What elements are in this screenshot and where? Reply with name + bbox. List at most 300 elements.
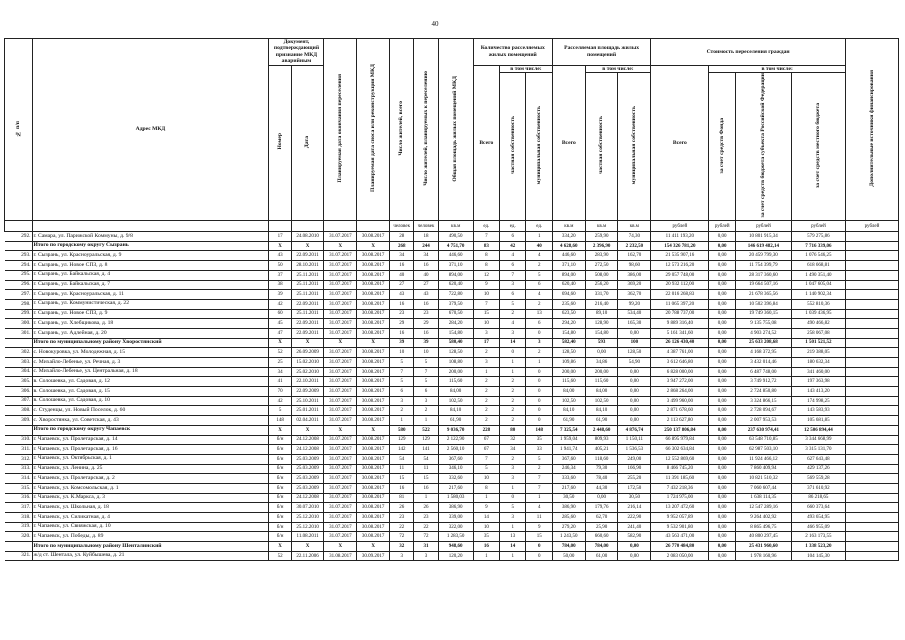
row-cell: 32 [500, 435, 526, 445]
row-cell: 28.10.2011 [291, 261, 324, 271]
row-cell: 3 344 668,99 [791, 435, 845, 445]
row-cell: 256,20 [585, 280, 618, 290]
row-cell: 129 [414, 435, 438, 445]
row-cell: 115,60 [438, 377, 473, 387]
relocation-table [4, 38, 899, 561]
row-cell: 25.11.2011 [291, 280, 324, 290]
row-cell: б/н [269, 474, 291, 484]
row-cell: 593 [585, 338, 618, 348]
row-cell: 30.07.2010 [291, 503, 324, 513]
row-cell: 0,00 [709, 435, 735, 445]
row-cell: 11 391 185,60 [651, 474, 709, 484]
row-cell: 200,00 [585, 367, 618, 377]
row-cell: 371,10 [438, 261, 473, 271]
row-cell: 268 [390, 241, 414, 251]
row-cell: 0,00 [709, 542, 735, 552]
header-doc-date: Дата [291, 65, 324, 220]
row-cell: 16 [390, 483, 414, 493]
row-cell: 2 868 264,00 [651, 387, 709, 397]
row-cell: 346,10 [438, 464, 473, 474]
row-cell: 15 [526, 532, 552, 542]
row-cell: 285,60 [552, 513, 585, 523]
row-cell: 4 [526, 503, 552, 513]
row-cell: 37 [269, 270, 291, 280]
row-cell: 6 487 748,00 [735, 367, 791, 377]
row-cell: 43 [390, 290, 414, 300]
row-cell: 5 [414, 358, 438, 368]
row-cell: 386,00 [618, 270, 651, 280]
row-cell: 20 788 737,00 [651, 309, 709, 319]
row-cell: 31.07.2017 [324, 416, 357, 426]
row-cell: 3 [500, 513, 526, 523]
row-address: г. Чапаевск, ул. Школьная, д. 18 [32, 503, 269, 513]
row-cell: 34,86 [585, 358, 618, 368]
header-area-municipal: муниципальная собственность [618, 73, 651, 221]
row-cell: 322,00 [438, 522, 473, 532]
row-address: Итого по муниципальному району Шенталинский [32, 542, 269, 552]
row-cell: 21 678 365,56 [735, 290, 791, 300]
row-number: 319. [5, 522, 33, 532]
row-cell: 197 363,98 [791, 377, 845, 387]
row-cell: 8 865 496,75 [735, 522, 791, 532]
row-cell: 3 [500, 474, 526, 484]
row-cell: 115,60 [585, 377, 618, 387]
row-cell: 1 [473, 551, 499, 561]
row-cell: 8 [473, 261, 499, 271]
unit-cell: ед. [526, 221, 552, 232]
row-number: 318. [5, 513, 33, 523]
row-cell: X [324, 241, 357, 251]
row-cell: 22 [414, 522, 438, 532]
row-cell: 333,60 [552, 474, 585, 484]
row-cell: 11.08.2011 [291, 532, 324, 542]
row-cell: 30.08.2017 [357, 493, 390, 503]
row-cell: 241,40 [618, 522, 651, 532]
row-cell [845, 513, 898, 523]
row-cell: 0,00 [618, 551, 651, 561]
row-cell: 23 [390, 513, 414, 523]
header-doc-group: Документ, подтверждающий признание МКД аварийным [269, 39, 324, 66]
row-cell: 30.08.2017 [357, 280, 390, 290]
row-cell: 02.04.2011 [291, 416, 324, 426]
row-cell: 2 [526, 299, 552, 309]
row-cell: 508,00 [585, 270, 618, 280]
row-cell: 17 [473, 338, 499, 348]
row-cell: 54,90 [618, 358, 651, 368]
header-residents-planned: Число жителей, планируемых к переселению [414, 39, 438, 221]
row-cell: 128,50 [438, 348, 473, 358]
row-cell: 31.07.2017 [324, 474, 357, 484]
row-cell: 39 [269, 290, 291, 300]
row-cell: 0,00 [709, 454, 735, 464]
row-address: г. Сызрань, ул. Новое СПЗ, д. 8 [32, 261, 269, 271]
row-cell: 43 563 471,00 [651, 532, 709, 542]
row-cell: 109,86 [552, 358, 585, 368]
row-cell: 15 [414, 474, 438, 484]
row-cell: 43 [269, 251, 291, 261]
row-cell: 61,90 [438, 416, 473, 426]
row-address: с. Студенцы, ул. Новый Поселок, д. 60 [32, 406, 269, 416]
row-number [5, 241, 33, 251]
row-cell: 490,50 [438, 232, 473, 242]
row-cell: 0 [526, 542, 552, 552]
row-cell: 4 [526, 290, 552, 300]
row-cell: 179,76 [585, 503, 618, 513]
row-cell: 102,50 [438, 396, 473, 406]
row-cell: 2 [500, 396, 526, 406]
row-number: 296. [5, 280, 33, 290]
row-cell: 30.08.2017 [357, 290, 390, 300]
row-cell: 34 [390, 251, 414, 261]
row-cell: 1 [473, 493, 499, 503]
row-cell: 217,60 [438, 483, 473, 493]
row-cell: 30.08.2017 [357, 299, 390, 309]
row-cell: 128,90 [585, 319, 618, 329]
row-cell [845, 551, 898, 561]
row-cell: 1 501 521,52 [791, 338, 845, 348]
row-cell: 446,60 [552, 251, 585, 261]
row-cell: 30.08.2017 [357, 445, 390, 455]
row-cell: 16 [390, 299, 414, 309]
row-cell: 0,00 [585, 493, 618, 503]
row-number: 299. [5, 309, 33, 319]
header-planned-end: Планируемая дата окончания переселения [324, 39, 357, 221]
row-cell: 118,60 [585, 454, 618, 464]
row-cell: 102,50 [585, 396, 618, 406]
row-cell: 369,20 [618, 280, 651, 290]
unit-cell: кв.м [552, 221, 585, 232]
row-cell: 0,00 [709, 425, 735, 435]
header-additional: Дополнительные источники финансирования [845, 39, 898, 221]
row-cell: 6 828 000,00 [651, 367, 709, 377]
row-cell: 3 315 131,70 [791, 445, 845, 455]
row-cell: 2 [473, 396, 499, 406]
row-cell: 52 [269, 551, 291, 561]
row-cell: 6 [390, 387, 414, 397]
row-cell: 249,00 [618, 454, 651, 464]
row-cell [845, 387, 898, 397]
row-cell: 143 413,20 [791, 387, 845, 397]
row-cell: 3 947 272,00 [651, 377, 709, 387]
row-cell: 371 610,92 [791, 483, 845, 493]
row-cell: 0,00 [709, 290, 735, 300]
row-number: 316. [5, 493, 33, 503]
row-cell: 2 [526, 261, 552, 271]
row-cell: 40 800 297,45 [735, 532, 791, 542]
row-cell: 5 [526, 454, 552, 464]
header-cost-fund: за счет средств Фонда [709, 73, 735, 221]
row-cell: 466 955,09 [791, 522, 845, 532]
row-number: 302. [5, 348, 33, 358]
row-cell: 3 [473, 328, 499, 338]
row-cell: 74,30 [618, 232, 651, 242]
row-cell: 35 [473, 532, 499, 542]
row-cell: 2 396,90 [585, 241, 618, 251]
row-cell: 30.08.2017 [357, 367, 390, 377]
row-cell: 367,60 [552, 454, 585, 464]
row-cell: 84,00 [438, 387, 473, 397]
row-cell: 216,40 [585, 299, 618, 309]
row-cell: 25.02.2010 [291, 367, 324, 377]
row-cell: 2 122,90 [438, 435, 473, 445]
row-address: с. Новокуровка, ул. Молодежная, д. 15 [32, 348, 269, 358]
row-cell: 30.08.2017 [357, 348, 390, 358]
row-cell: 83 [473, 241, 499, 251]
row-address: г. Чапаевск, ул. Пролетарская, д. 2 [32, 474, 269, 484]
row-address: г. Чапаевск, ул. Силикатная, д. 4 [32, 513, 269, 523]
row-cell: X [269, 338, 291, 348]
row-number: 293. [5, 251, 33, 261]
table-row [5, 532, 899, 542]
row-address: г. Сызрань, ул. Байкальская, д. 4 [32, 270, 269, 280]
row-cell: 30.08.2017 [357, 377, 390, 387]
row-cell: 0,00 [709, 551, 735, 561]
row-number [5, 542, 33, 552]
row-cell: 120,20 [438, 551, 473, 561]
row-cell: 26 [414, 503, 438, 513]
row-cell: 10 [473, 319, 499, 329]
table-row [5, 445, 899, 455]
row-cell: 25.10.2011 [291, 396, 324, 406]
row-cell: 1 [526, 232, 552, 242]
row-cell [845, 435, 898, 445]
row-cell: 11 065 397,20 [651, 299, 709, 309]
unit-cell: рублей [651, 221, 709, 232]
row-address: с. Михайло-Лебенье, ул. Центральная, д. 18 [32, 367, 269, 377]
row-cell: 4 [500, 251, 526, 261]
row-cell: 0,00 [585, 348, 618, 358]
row-cell: 0,00 [709, 328, 735, 338]
row-cell: 66 895 979,84 [651, 435, 709, 445]
row-cell: 33 [526, 445, 552, 455]
row-cell: 31.07.2017 [324, 532, 357, 542]
row-cell: 894,00 [552, 270, 585, 280]
row-cell: 0 [526, 416, 552, 426]
table-row [5, 483, 899, 493]
row-cell: 534,40 [618, 309, 651, 319]
row-cell: 25.11.2011 [291, 309, 324, 319]
row-cell: 31.07.2017 [324, 309, 357, 319]
row-cell: X [291, 425, 324, 435]
row-address: г. Сызрань, ул. Коммунистическая, д. 22 [32, 299, 269, 309]
row-cell: 0 [526, 377, 552, 387]
row-cell: X [357, 338, 390, 348]
row-cell: 246,34 [552, 464, 585, 474]
row-cell: 0,00 [618, 367, 651, 377]
row-cell: 379,50 [438, 299, 473, 309]
row-cell: 22.09.2009 [291, 387, 324, 397]
row-cell: 27 [414, 280, 438, 290]
row-cell: 22.09.2011 [291, 251, 324, 261]
row-cell: 283,90 [585, 251, 618, 261]
row-cell: 100 [618, 338, 651, 348]
row-cell: 31.07.2017 [324, 251, 357, 261]
row-cell: 6 [500, 232, 526, 242]
row-cell: 3 [414, 396, 438, 406]
row-cell: 14 [500, 542, 526, 552]
row-cell: 7 [473, 299, 499, 309]
row-cell: 4 628,60 [552, 241, 585, 251]
row-cell: X [357, 425, 390, 435]
row-cell: 7 060 607,44 [735, 483, 791, 493]
unit-cell: кв.м [438, 221, 473, 232]
row-cell: 219 388,05 [791, 348, 845, 358]
row-cell: 6 [526, 319, 552, 329]
unit-cell: кв.м [585, 221, 618, 232]
row-cell: 1 047 605,04 [791, 280, 845, 290]
row-cell: б/н [269, 454, 291, 464]
row-cell: 30,50 [618, 493, 651, 503]
table-row [5, 396, 899, 406]
row-cell: 362,70 [618, 290, 651, 300]
row-cell: 0,00 [709, 319, 735, 329]
row-cell: 31.07.2017 [324, 358, 357, 368]
row-cell: 10 [390, 348, 414, 358]
row-cell: 3 [473, 358, 499, 368]
row-cell: 50,00 [552, 551, 585, 561]
row-cell: б/н [269, 483, 291, 493]
row-cell: 16 [414, 261, 438, 271]
row-cell: 24.12.2008 [291, 445, 324, 455]
row-cell: 9 [473, 503, 499, 513]
row-cell: 81 [390, 493, 414, 503]
row-cell: 20 932 112,00 [651, 280, 709, 290]
row-cell: 45 [269, 319, 291, 329]
row-cell: б/н [269, 493, 291, 503]
row-cell: 217,60 [552, 483, 585, 493]
row-cell: 2 [500, 387, 526, 397]
row-cell: 6 [526, 280, 552, 290]
header-cost-local: за счет средств местного бюджета [791, 73, 845, 221]
table-row [5, 358, 899, 368]
row-cell: 0 [500, 348, 526, 358]
row-cell: 1 724 975,00 [651, 493, 709, 503]
row-cell: 237 630 974,41 [735, 425, 791, 435]
row-cell [845, 396, 898, 406]
table-row [5, 319, 899, 329]
row-cell: 3 [500, 280, 526, 290]
total-row [5, 338, 899, 348]
row-cell: 15.02.2010 [291, 358, 324, 368]
row-cell: 7 860 409,94 [735, 464, 791, 474]
row-cell: 386,90 [438, 503, 473, 513]
row-cell: 2 [526, 348, 552, 358]
row-cell: 250 137 806,84 [651, 425, 709, 435]
row-cell: б/н [269, 445, 291, 455]
row-address: г. Чапаевск, ул. Свияжская, д. 10 [32, 522, 269, 532]
row-cell: 784,00 [552, 542, 585, 552]
row-cell: 128,50 [552, 348, 585, 358]
row-cell: 258 067,08 [791, 328, 845, 338]
row-cell: X [324, 542, 357, 552]
row-cell: 30.08.2017 [357, 532, 390, 542]
row-cell: 6 [500, 261, 526, 271]
row-cell: 429 137,26 [791, 464, 845, 474]
row-cell: 25.03.2009 [291, 454, 324, 464]
row-cell [845, 474, 898, 484]
row-cell: 30.08.2017 [357, 396, 390, 406]
row-cell: 11 [526, 513, 552, 523]
row-cell: 84,00 [552, 387, 585, 397]
row-cell: б/н [269, 522, 291, 532]
row-cell: 3 [500, 328, 526, 338]
row-cell: 60 [269, 309, 291, 319]
row-cell: 0,00 [618, 406, 651, 416]
row-cell: 25 [269, 358, 291, 368]
row-cell: 331,70 [585, 290, 618, 300]
row-cell: 1 638 114,35 [735, 493, 791, 503]
row-cell: 16 [414, 299, 438, 309]
relocation-table-sheet [4, 38, 899, 561]
row-cell: 5 [526, 270, 552, 280]
row-cell: 165,30 [618, 319, 651, 329]
row-cell [845, 416, 898, 426]
row-number: 311. [5, 445, 33, 455]
row-number: 314. [5, 474, 33, 484]
row-cell: 108,80 [438, 358, 473, 368]
table-row [5, 503, 899, 513]
row-cell: 1 959,04 [552, 435, 585, 445]
row-cell: 15 [473, 309, 499, 319]
row-cell: 660,60 [585, 532, 618, 542]
row-address: г. Чапаевск, ул. Пролетарская, д. 16 [32, 445, 269, 455]
row-cell: 54 [414, 454, 438, 464]
row-cell: 154,80 [438, 328, 473, 338]
row-cell: 0,00 [709, 241, 735, 251]
table-row [5, 348, 899, 358]
row-number: 304. [5, 367, 33, 377]
row-cell: 235,60 [552, 299, 585, 309]
row-cell: 2 [473, 377, 499, 387]
unit-cell: ед. [473, 221, 499, 232]
row-cell: 10 [414, 348, 438, 358]
row-cell [845, 503, 898, 513]
row-number: 307. [5, 396, 33, 406]
row-cell: 3 432 014,46 [735, 358, 791, 368]
row-cell: 1 978 160,96 [735, 551, 791, 561]
table-row [5, 367, 899, 377]
row-cell: 4 751,70 [438, 241, 473, 251]
row-cell: 47 [269, 328, 291, 338]
row-cell: 0 [526, 367, 552, 377]
row-cell [845, 483, 898, 493]
row-cell [845, 542, 898, 552]
row-cell: 14 [500, 338, 526, 348]
row-cell: 7 [473, 454, 499, 464]
row-cell: 141 [414, 445, 438, 455]
row-cell: 1 338 523,20 [791, 542, 845, 552]
row-cell: 12 547 289,16 [735, 503, 791, 513]
table-row [5, 290, 899, 300]
row-cell: 1 [414, 416, 438, 426]
row-cell: 11 924 466,12 [735, 454, 791, 464]
row-cell: 2 [390, 406, 414, 416]
row-cell: 2 163 173,55 [791, 532, 845, 542]
row-cell: 23 [414, 513, 438, 523]
row-cell: 1 [500, 367, 526, 377]
row-cell: 23 [390, 309, 414, 319]
row-cell: 31.07.2017 [324, 261, 357, 271]
row-number: 306. [5, 387, 33, 397]
row-cell: X [269, 542, 291, 552]
row-cell [845, 377, 898, 387]
row-cell: 42 [269, 396, 291, 406]
row-cell: 42 [269, 299, 291, 309]
row-cell: 200,00 [552, 367, 585, 377]
row-cell: 25.03.2009 [291, 474, 324, 484]
row-cell: 0 [526, 328, 552, 338]
row-cell: 10 502 396,84 [735, 299, 791, 309]
